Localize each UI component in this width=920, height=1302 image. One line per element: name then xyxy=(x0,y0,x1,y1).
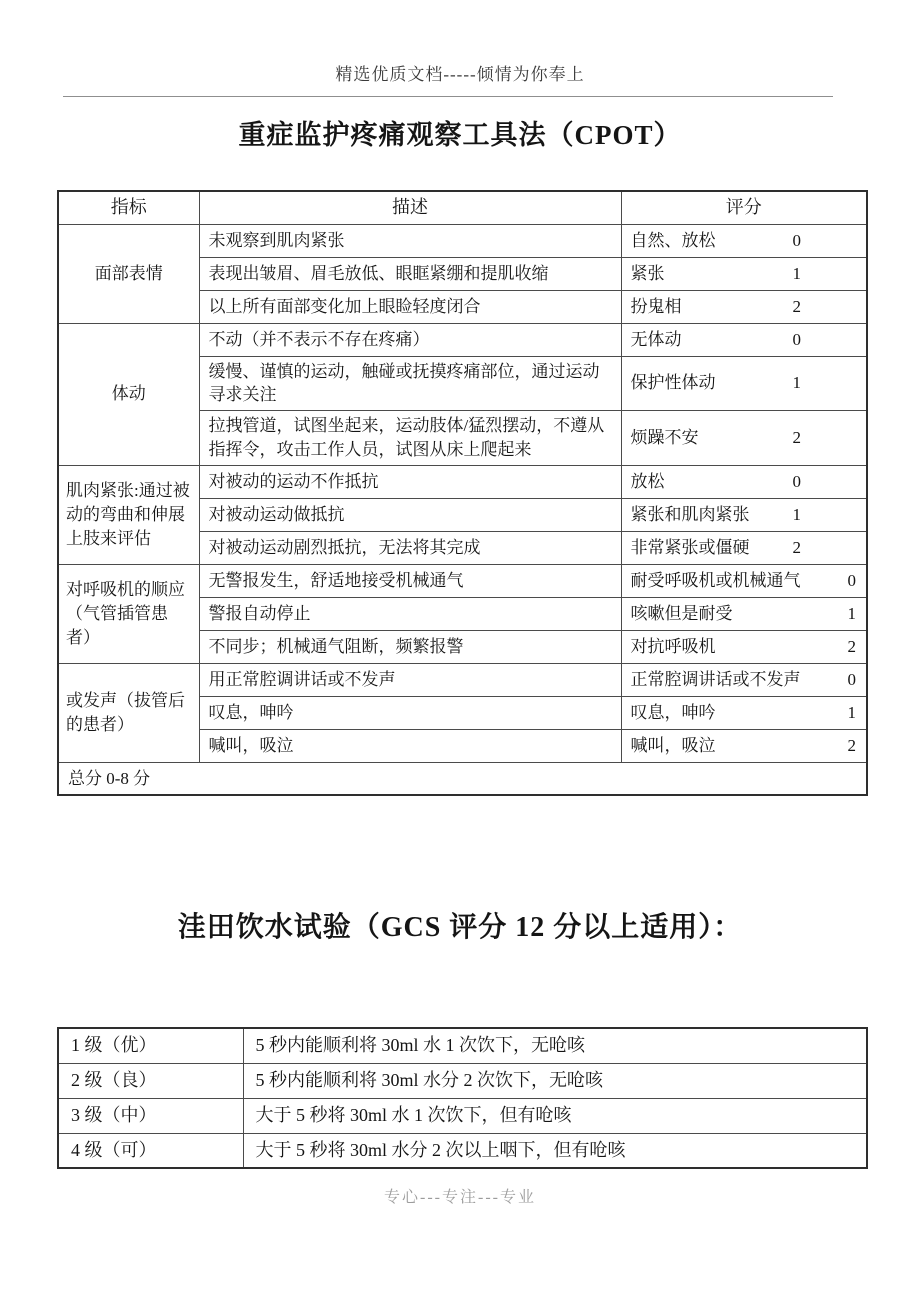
description-cell: 对被动运动剧烈抵抗，无法将其完成 xyxy=(199,531,621,564)
table-row xyxy=(58,1098,867,1133)
table-row xyxy=(58,564,867,597)
table-row xyxy=(58,1133,867,1168)
description-cell: 叹息，呻吟 xyxy=(199,696,621,729)
score-cell xyxy=(621,356,867,411)
score-cell xyxy=(621,696,867,729)
score-value: 0 xyxy=(847,570,856,590)
description-cell: 5 秒内能顺利将 30ml 水分 2 次饮下，无呛咳 xyxy=(243,1063,867,1098)
description-cell: 不同步；机械通气阻断，频繁报警 xyxy=(199,630,621,663)
total-score-cell: 总分 0-8 分 xyxy=(58,762,867,795)
indicator-cell: 肌肉紧张:通过被动的弯曲和伸展上肢来评估 xyxy=(58,465,199,564)
description-cell: 大于 5 秒将 30ml 水分 2 次以上咽下，但有呛咳 xyxy=(243,1133,867,1168)
table-row xyxy=(58,1063,867,1098)
score-value: 2 xyxy=(792,427,801,447)
score-value: 2 xyxy=(847,636,856,656)
score-value: 2 xyxy=(792,296,801,316)
water-test-table xyxy=(57,1027,868,1169)
description-cell: 喊叫，吸泣 xyxy=(199,729,621,762)
score-value: 1 xyxy=(847,702,856,722)
grade-cell: 1 级（优） xyxy=(58,1028,243,1063)
score-cell xyxy=(621,257,867,290)
score-cell xyxy=(621,465,867,498)
score-value: 1 xyxy=(792,504,801,524)
score-value: 2 xyxy=(792,537,801,557)
description-cell: 对被动的运动不作抵抗 xyxy=(199,465,621,498)
score-label: 紧张和肌肉紧张 xyxy=(630,504,750,524)
description-cell: 以上所有面部变化加上眼睑轻度闭合 xyxy=(199,290,621,323)
description-cell: 无警报发生，舒适地接受机械通气 xyxy=(199,564,621,597)
description-cell: 不动（并不表示不存在疼痛） xyxy=(199,323,621,356)
description-cell: 5 秒内能顺利将 30ml 水 1 次饮下，无呛咳 xyxy=(243,1028,867,1063)
score-label: 正常腔调讲话或不发声 xyxy=(630,669,801,689)
water-test-title: 洼田饮水试验（GCS 评分 12 分以上适用）： xyxy=(177,912,743,943)
col-header-score: 评分 xyxy=(621,191,867,224)
table-row xyxy=(58,1028,867,1063)
col-header-indicator: 指标 xyxy=(58,191,199,224)
score-value: 1 xyxy=(792,263,801,283)
score-value: 0 xyxy=(792,329,801,349)
description-cell: 对被动运动做抵抗 xyxy=(199,498,621,531)
score-label: 耐受呼吸机或机械通气 xyxy=(630,570,801,590)
description-cell: 表现出皱眉、眉毛放低、眼眶紧绷和提肌收缩 xyxy=(199,257,621,290)
score-cell xyxy=(621,663,867,696)
score-label: 叹息，呻吟 xyxy=(630,702,716,722)
header-divider xyxy=(63,96,833,97)
description-cell: 警报自动停止 xyxy=(199,597,621,630)
score-cell xyxy=(621,531,867,564)
score-value: 0 xyxy=(792,230,801,250)
score-label: 喊叫，吸泣 xyxy=(630,735,716,755)
indicator-cell: 对呼吸机的顺应（气管插管患者） xyxy=(58,564,199,663)
score-value: 2 xyxy=(847,735,856,755)
page-footer-text: 专心---专注---专业 xyxy=(384,1189,536,1206)
page-header-text: 精选优质文档-----倾情为你奉上 xyxy=(335,65,585,84)
cpot-header-row xyxy=(58,191,867,224)
score-value: 1 xyxy=(792,373,801,393)
col-header-description: 描述 xyxy=(199,191,621,224)
score-cell xyxy=(621,411,867,466)
indicator-cell: 面部表情 xyxy=(58,224,199,323)
score-label: 非常紧张或僵硬 xyxy=(630,537,750,557)
cpot-title: 重症监护疼痛观察工具法（CPOT） xyxy=(238,120,682,150)
grade-cell: 4 级（可） xyxy=(58,1133,243,1168)
table-row xyxy=(58,663,867,696)
score-cell xyxy=(621,564,867,597)
cpot-table xyxy=(57,190,868,796)
score-label: 放松 xyxy=(630,471,665,491)
score-cell xyxy=(621,224,867,257)
score-label: 自然、放松 xyxy=(630,230,716,250)
score-value: 0 xyxy=(792,471,801,491)
score-label: 对抗呼吸机 xyxy=(630,636,716,656)
score-label: 紧张 xyxy=(630,263,665,283)
score-value: 0 xyxy=(847,669,856,689)
description-cell: 大于 5 秒将 30ml 水 1 次饮下，但有呛咳 xyxy=(243,1098,867,1133)
total-row xyxy=(58,762,867,795)
score-cell xyxy=(621,729,867,762)
description-cell: 未观察到肌肉紧张 xyxy=(199,224,621,257)
indicator-cell: 或发声（拔管后的患者） xyxy=(58,663,199,762)
description-cell: 缓慢、谨慎的运动，触碰或抚摸疼痛部位，通过运动寻求关注 xyxy=(199,356,621,411)
table-row xyxy=(58,465,867,498)
score-label: 咳嗽但是耐受 xyxy=(630,603,733,623)
description-cell: 用正常腔调讲话或不发声 xyxy=(199,663,621,696)
score-cell xyxy=(621,630,867,663)
description-cell: 拉拽管道，试图坐起来，运动肢体/猛烈摆动，不遵从指挥令，攻击工作人员，试图从床上爬起来 xyxy=(199,411,621,466)
grade-cell: 2 级（良） xyxy=(58,1063,243,1098)
table-row xyxy=(58,224,867,257)
score-label: 无体动 xyxy=(630,329,682,349)
score-cell xyxy=(621,597,867,630)
score-cell xyxy=(621,290,867,323)
indicator-cell: 体动 xyxy=(58,323,199,465)
score-cell xyxy=(621,498,867,531)
score-label: 保护性体动 xyxy=(630,373,716,393)
score-label: 扮鬼相 xyxy=(630,296,682,316)
score-value: 1 xyxy=(847,603,856,623)
table-row xyxy=(58,323,867,356)
score-cell xyxy=(621,323,867,356)
score-label: 烦躁不安 xyxy=(630,427,699,447)
grade-cell: 3 级（中） xyxy=(58,1098,243,1133)
